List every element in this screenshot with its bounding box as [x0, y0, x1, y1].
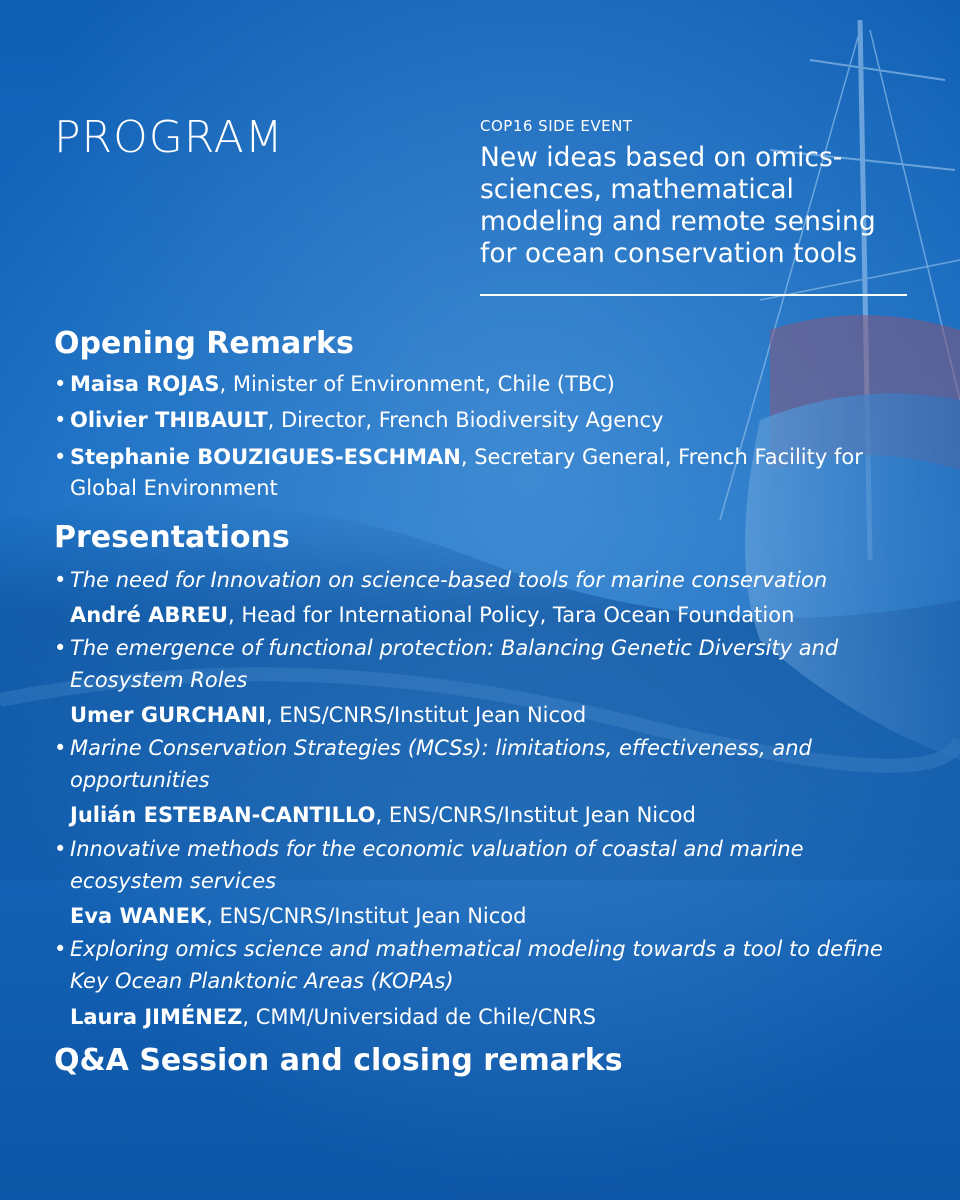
- bullet: •: [54, 636, 67, 660]
- speaker-name: Eva WANEK: [70, 904, 207, 928]
- speaker-name: Julián ESTEBAN-CANTILLO: [70, 803, 376, 827]
- presentations-heading: Presentations: [54, 520, 290, 555]
- opening-remarks-heading: Opening Remarks: [54, 326, 354, 361]
- opening-item: [54, 369, 914, 400]
- talk-title: • The emergence of functional protection: Balancing Genetic Diversity and Ecosystem Roles: [54, 632, 914, 696]
- talk-title: • Marine Conservation Strategies (MCSs): limitations, effectiveness, and opportunities: [54, 732, 914, 796]
- talk-speaker: [70, 1002, 930, 1033]
- speaker-affiliation: , ENS/CNRS/Institut Jean Nicod: [375, 803, 696, 827]
- speaker-affiliation: , CMM/Universidad de Chile/CNRS: [242, 1005, 597, 1029]
- speaker-role: , Director, French Biodiversity Agency: [267, 408, 664, 432]
- talk-title: • Innovative methods for the economic valuation of coastal and marine ecosystem services: [54, 833, 914, 897]
- divider: [480, 294, 907, 296]
- speaker-name: Umer GURCHANI: [70, 703, 266, 727]
- speaker-name: André ABREU: [70, 603, 228, 627]
- bullet: •: [54, 445, 67, 469]
- speaker-name: Stephanie BOUZIGUES-ESCHMAN: [70, 445, 461, 469]
- bullet: •: [54, 937, 67, 961]
- bullet: •: [54, 837, 67, 861]
- speaker-affiliation: , Head for International Policy, Tara Ocean Foundation: [227, 603, 795, 627]
- speaker-affiliation: , ENS/CNRS/Institut Jean Nicod: [265, 703, 587, 727]
- speaker-role: , Minister of Environment, Chile (TBC): [219, 372, 615, 396]
- speaker-name: Olivier THIBAULT: [70, 408, 268, 432]
- opening-item: [54, 405, 914, 436]
- closing-heading: Q&A Session and closing remarks: [54, 1043, 623, 1078]
- talk-speaker: [70, 901, 930, 932]
- speaker-name: Maisa ROJAS: [70, 372, 220, 396]
- talk-speaker: [70, 600, 930, 631]
- bullet: •: [54, 408, 67, 432]
- talk-speaker: [70, 700, 930, 731]
- bullet: •: [54, 568, 67, 592]
- bullet: •: [54, 736, 67, 760]
- event-title: New ideas based on omics-sciences, mathematical modeling and remote sensing for ocean conservation tools: [480, 142, 876, 269]
- talk-title: • The need for Innovation on science-based tools for marine conservation: [54, 564, 914, 596]
- talk-speaker: [70, 800, 930, 831]
- opening-item: [54, 442, 914, 504]
- speaker-role: , Secretary General, French Facility for Global Environment: [70, 445, 863, 500]
- talk-title: • Exploring omics science and mathematical modeling towards a tool to define Key Ocean Planktonic Areas (KOPAs): [54, 933, 914, 997]
- page-title: PROGRAM: [54, 112, 284, 163]
- speaker-affiliation: , ENS/CNRS/Institut Jean Nicod: [206, 904, 527, 928]
- speaker-name: Laura JIMÉNEZ: [70, 1005, 243, 1029]
- bullet: •: [54, 372, 67, 396]
- event-tag: COP16 SIDE EVENT: [480, 117, 633, 135]
